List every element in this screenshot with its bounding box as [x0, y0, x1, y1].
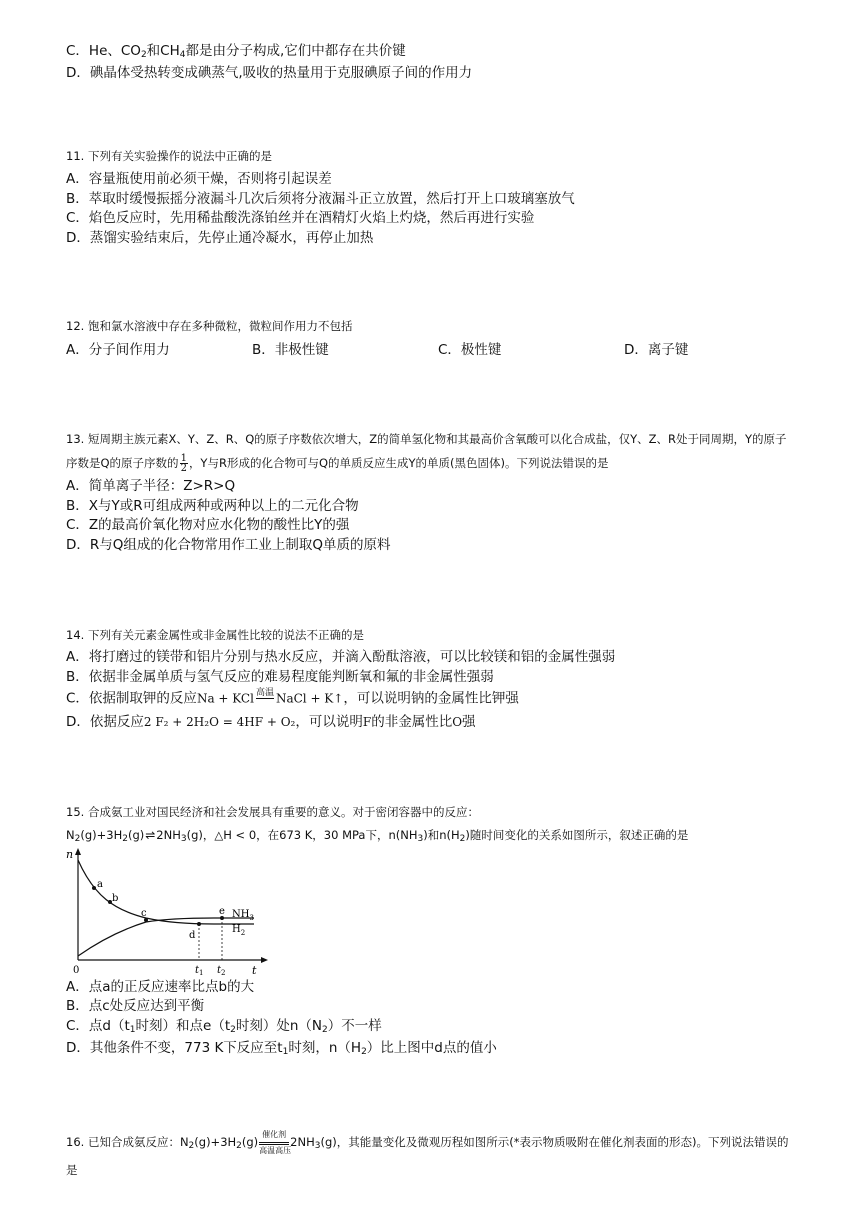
q13-option-a: A．简单离子半径：Z>R>Q [66, 478, 236, 494]
q13-stem-line1: 13. 短周期主族元素X、Y、Z、R、Q的原子序数依次增大，Z的简单氢化物和其最高价含氧酸可以化合成盐，仅Y、Z、R处于同周期，Y的原子 [66, 432, 787, 446]
q13-option-c: C．Z的最高价氧化物对应水化物的酸性比Y的强 [66, 517, 350, 533]
q11-option-b: B．萃取时缓慢振摇分液漏斗几次后须将分液漏斗正立放置，然后打开上口玻璃塞放气 [66, 191, 575, 207]
q12-stem: 12. 饱和氯水溶液中存在多种微粒，微粒间作用力不包括 [66, 319, 353, 333]
catalyst-arrow-icon: 催化剂 高温高压 [259, 1129, 292, 1155]
q11-option-d: D．蒸馏实验结束后，先停止通冷凝水，再停止加热 [66, 230, 374, 246]
q15-option-d: D．其他条件不变，773 K下反应至$t_1$时刻，$n(H_2)$比上图中d点的值小 [66, 1040, 497, 1057]
q15-option-b: B．点c处反应达到平衡 [66, 998, 205, 1014]
x-axis-arrow-icon [261, 957, 268, 963]
origin-label: 0 [73, 965, 80, 976]
label-a: a [97, 879, 103, 890]
label-b: b [112, 893, 119, 904]
label-e: e [219, 906, 225, 917]
label-c: c [141, 908, 147, 919]
reaction-condition: 高温 [255, 688, 274, 698]
q14-stem: 14. 下列有关元素金属性或非金属性比较的说法不正确的是 [66, 628, 364, 642]
q12-option-b: B．非极性键 [252, 342, 329, 358]
point-d [197, 922, 201, 926]
h2-curve [78, 860, 254, 924]
q14-option-c: C．依据制取钾的反应Na + KCl 高温 NaCl + K↑，可以说明钠的金属性比钾强 [66, 688, 519, 709]
q10-option-d: D．碘晶体受热转变成碘蒸气,吸收的热量用于克服碘原子间的作用力 [66, 65, 473, 81]
q12-option-a: A．分子间作用力 [66, 342, 170, 358]
q12-option-c: C．极性键 [438, 342, 502, 358]
q16-stem-line2: 是 [66, 1163, 78, 1177]
y-axis-label: n [66, 848, 74, 861]
q15-option-a: A．点a的正反应速率比点b的大 [66, 979, 255, 995]
q13-option-b: B．X与Y或R可组成两种或两种以上的二元化合物 [66, 498, 359, 514]
q16-stem-line1: 16. 已知合成氨反应：$N_2(g)+3H_2(g)$ 催化剂 高温高压 $2NH_3(g)$，其能量变化及微观历程如图所示(*表示物质吸附在催化剂表面的形态)。下列说法错误的 [66, 1129, 789, 1155]
q10-option-c: C．He、$CO_2$和$CH_4$都是由分子构成,它们中都存在共价键 [66, 43, 406, 60]
label-t2: $t_2$ [217, 965, 226, 977]
label-d: d [189, 930, 196, 941]
label-h2: $H_2$ [232, 924, 246, 937]
point-a [92, 886, 96, 890]
q11-option-a: A．容量瓶使用前必须干燥，否则将引起误差 [66, 171, 332, 187]
x-axis-label: t [252, 964, 257, 977]
q13-stem-line2: 序数是Q的原子序数的 $\frac{1}{2}$ ，Y与R形成的化合物可与Q的单质反应生成Y的单质(黑色固体)。下列说法错误的是 [66, 453, 609, 474]
y-axis-arrow-icon [75, 848, 81, 855]
equilibrium-arrow-icon: ⇌ [145, 828, 156, 842]
q14-option-d: D．依据反应2 F₂ + 2H₂O = 4HF + O₂，可以说明F的非金属性比O强 [66, 714, 476, 730]
q11-stem: 11. 下列有关实验操作的说法中正确的是 [66, 149, 272, 163]
q14-option-a: A．将打磨过的镁带和铝片分别与热水反应，并滴入酚酞溶液，可以比较镁和铝的金属性强弱 [66, 649, 616, 665]
q14-option-b: B．依据非金属单质与氢气反应的难易程度能判断氧和氟的非金属性强弱 [66, 669, 494, 685]
label-nh3: $NH_3$ [232, 909, 254, 922]
q15-stem-line1: 15. 合成氨工业对国民经济和社会发展具有重要的意义。对于密闭容器中的反应： [66, 805, 479, 819]
fraction-one-half: $\frac{1}{2}$ [180, 453, 187, 474]
label-t1: $t_1$ [195, 965, 204, 977]
q11-option-c: C．焰色反应时，先用稀盐酸洗涤铂丝并在酒精灯火焰上灼烧，然后再进行实验 [66, 210, 535, 226]
q15-graph [64, 846, 274, 978]
q13-option-d: D．R与Q组成的化合物常用作工业上制取Q单质的原料 [66, 537, 391, 553]
q12-option-d: D．离子键 [624, 342, 689, 358]
q15-option-c: C．点$d(t_1$时刻）和点$e(t_2$时刻）处$n(N_2)$不一样 [66, 1018, 382, 1035]
q15-stem-line2: $N_2(g)+3H_2(g)\rightleftharpoons 2NH_3(g)$，△H < 0，在673 K，30 MPa下，$n(NH_3)$和$n(H_2)$随时间变化的关系如图所示，叙述正确的是 [66, 828, 689, 844]
